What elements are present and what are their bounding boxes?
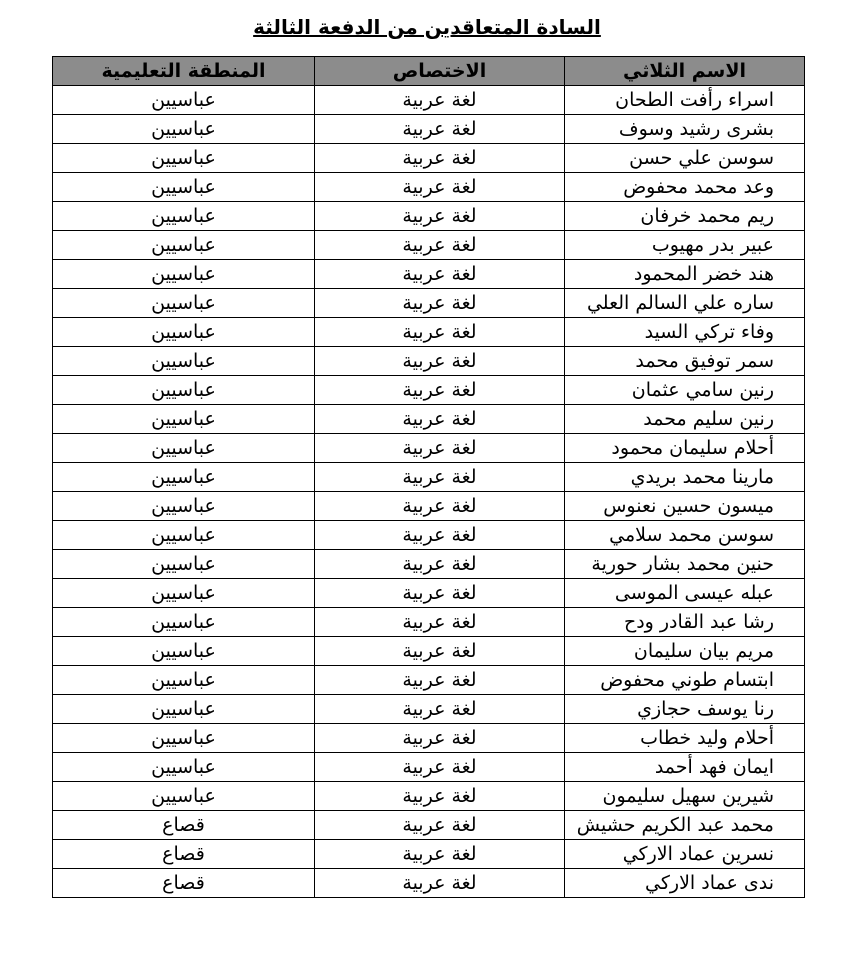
table-row xyxy=(53,144,805,173)
region-cell: عباسيين xyxy=(53,782,315,811)
specialty-cell: لغة عربية xyxy=(315,144,565,173)
name-cell: هند خضر المحمود xyxy=(565,260,805,289)
region-cell: عباسيين xyxy=(53,434,315,463)
table-row xyxy=(53,811,805,840)
table-row xyxy=(53,318,805,347)
name-cell: وعد محمد محفوض xyxy=(565,173,805,202)
name-cell: حنين محمد بشار حورية xyxy=(565,550,805,579)
region-cell: عباسيين xyxy=(53,86,315,115)
specialty-cell: لغة عربية xyxy=(315,492,565,521)
table-row xyxy=(53,376,805,405)
region-cell: عباسيين xyxy=(53,666,315,695)
region-cell: عباسيين xyxy=(53,637,315,666)
table-row xyxy=(53,666,805,695)
table-row xyxy=(53,753,805,782)
region-cell: عباسيين xyxy=(53,260,315,289)
specialty-cell: لغة عربية xyxy=(315,608,565,637)
specialty-cell: لغة عربية xyxy=(315,434,565,463)
name-cell: رنين سامي عثمان xyxy=(565,376,805,405)
region-cell: عباسيين xyxy=(53,202,315,231)
region-cell: عباسيين xyxy=(53,463,315,492)
table-row xyxy=(53,405,805,434)
table-body xyxy=(53,86,805,898)
table-row xyxy=(53,608,805,637)
specialty-cell: لغة عربية xyxy=(315,318,565,347)
name-cell: ابتسام طوني محفوض xyxy=(565,666,805,695)
table-row xyxy=(53,115,805,144)
column-header-region: المنطقة التعليمية xyxy=(53,57,315,86)
table-row xyxy=(53,492,805,521)
specialty-cell: لغة عربية xyxy=(315,202,565,231)
name-cell: ايمان فهد أحمد xyxy=(565,753,805,782)
region-cell: قصاع xyxy=(53,869,315,898)
specialty-cell: لغة عربية xyxy=(315,260,565,289)
name-cell: محمد عبد الكريم حشيش xyxy=(565,811,805,840)
region-cell: عباسيين xyxy=(53,492,315,521)
region-cell: عباسيين xyxy=(53,115,315,144)
specialty-cell: لغة عربية xyxy=(315,376,565,405)
table-row xyxy=(53,521,805,550)
specialty-cell: لغة عربية xyxy=(315,753,565,782)
name-cell: وفاء تركي السيد xyxy=(565,318,805,347)
name-cell: ميسون حسين نعنوس xyxy=(565,492,805,521)
table-row xyxy=(53,637,805,666)
table-row xyxy=(53,231,805,260)
region-cell: عباسيين xyxy=(53,579,315,608)
name-cell: عبير بدر مهيوب xyxy=(565,231,805,260)
column-header-name: الاسم الثلاثي xyxy=(565,57,805,86)
name-cell: أحلام وليد خطاب xyxy=(565,724,805,753)
specialty-cell: لغة عربية xyxy=(315,115,565,144)
table-row xyxy=(53,289,805,318)
column-header-specialty: الاختصاص xyxy=(315,57,565,86)
name-cell: سمر توفيق محمد xyxy=(565,347,805,376)
specialty-cell: لغة عربية xyxy=(315,231,565,260)
specialty-cell: لغة عربية xyxy=(315,173,565,202)
name-cell: أحلام سليمان محمود xyxy=(565,434,805,463)
region-cell: عباسيين xyxy=(53,521,315,550)
table-row xyxy=(53,550,805,579)
region-cell: عباسيين xyxy=(53,695,315,724)
name-cell: سوسن علي حسن xyxy=(565,144,805,173)
name-cell: سوسن محمد سلامي xyxy=(565,521,805,550)
region-cell: عباسيين xyxy=(53,231,315,260)
name-cell: بشرى رشيد وسوف xyxy=(565,115,805,144)
name-cell: اسراء رأفت الطحان xyxy=(565,86,805,115)
table-row xyxy=(53,724,805,753)
region-cell: عباسيين xyxy=(53,347,315,376)
name-cell: رنا يوسف حجازي xyxy=(565,695,805,724)
specialty-cell: لغة عربية xyxy=(315,289,565,318)
specialty-cell: لغة عربية xyxy=(315,521,565,550)
specialty-cell: لغة عربية xyxy=(315,724,565,753)
table-row xyxy=(53,347,805,376)
table-row xyxy=(53,579,805,608)
specialty-cell: لغة عربية xyxy=(315,550,565,579)
specialty-cell: لغة عربية xyxy=(315,695,565,724)
table-row xyxy=(53,869,805,898)
specialty-cell: لغة عربية xyxy=(315,579,565,608)
table-row xyxy=(53,86,805,115)
specialty-cell: لغة عربية xyxy=(315,782,565,811)
table-row xyxy=(53,260,805,289)
specialty-cell: لغة عربية xyxy=(315,405,565,434)
name-cell: مارينا محمد بريدي xyxy=(565,463,805,492)
specialty-cell: لغة عربية xyxy=(315,840,565,869)
table-row xyxy=(53,840,805,869)
table-row xyxy=(53,782,805,811)
specialty-cell: لغة عربية xyxy=(315,666,565,695)
name-cell: عبله عيسى الموسى xyxy=(565,579,805,608)
name-cell: نسرين عماد الاركي xyxy=(565,840,805,869)
table-row xyxy=(53,434,805,463)
name-cell: مريم بيان سليمان xyxy=(565,637,805,666)
table-row xyxy=(53,695,805,724)
table-row xyxy=(53,463,805,492)
name-cell: ساره علي السالم العلي xyxy=(565,289,805,318)
table-header-row xyxy=(53,57,805,86)
region-cell: عباسيين xyxy=(53,289,315,318)
region-cell: عباسيين xyxy=(53,318,315,347)
name-cell: ريم محمد خرفان xyxy=(565,202,805,231)
region-cell: عباسيين xyxy=(53,405,315,434)
region-cell: عباسيين xyxy=(53,376,315,405)
region-cell: عباسيين xyxy=(53,753,315,782)
region-cell: عباسيين xyxy=(53,144,315,173)
specialty-cell: لغة عربية xyxy=(315,637,565,666)
specialty-cell: لغة عربية xyxy=(315,347,565,376)
specialty-cell: لغة عربية xyxy=(315,463,565,492)
specialty-cell: لغة عربية xyxy=(315,811,565,840)
region-cell: عباسيين xyxy=(53,550,315,579)
table-row xyxy=(53,173,805,202)
name-cell: رنين سليم محمد xyxy=(565,405,805,434)
name-cell: رشا عبد القادر ودح xyxy=(565,608,805,637)
region-cell: عباسيين xyxy=(53,173,315,202)
name-cell: شيرين سهيل سليمون xyxy=(565,782,805,811)
region-cell: قصاع xyxy=(53,811,315,840)
region-cell: عباسيين xyxy=(53,608,315,637)
contractors-table xyxy=(52,56,805,898)
table-row xyxy=(53,202,805,231)
name-cell: ندى عماد الاركي xyxy=(565,869,805,898)
page-title: السادة المتعاقدين من الدفعة الثالثة xyxy=(253,15,601,39)
specialty-cell: لغة عربية xyxy=(315,869,565,898)
region-cell: قصاع xyxy=(53,840,315,869)
region-cell: عباسيين xyxy=(53,724,315,753)
specialty-cell: لغة عربية xyxy=(315,86,565,115)
